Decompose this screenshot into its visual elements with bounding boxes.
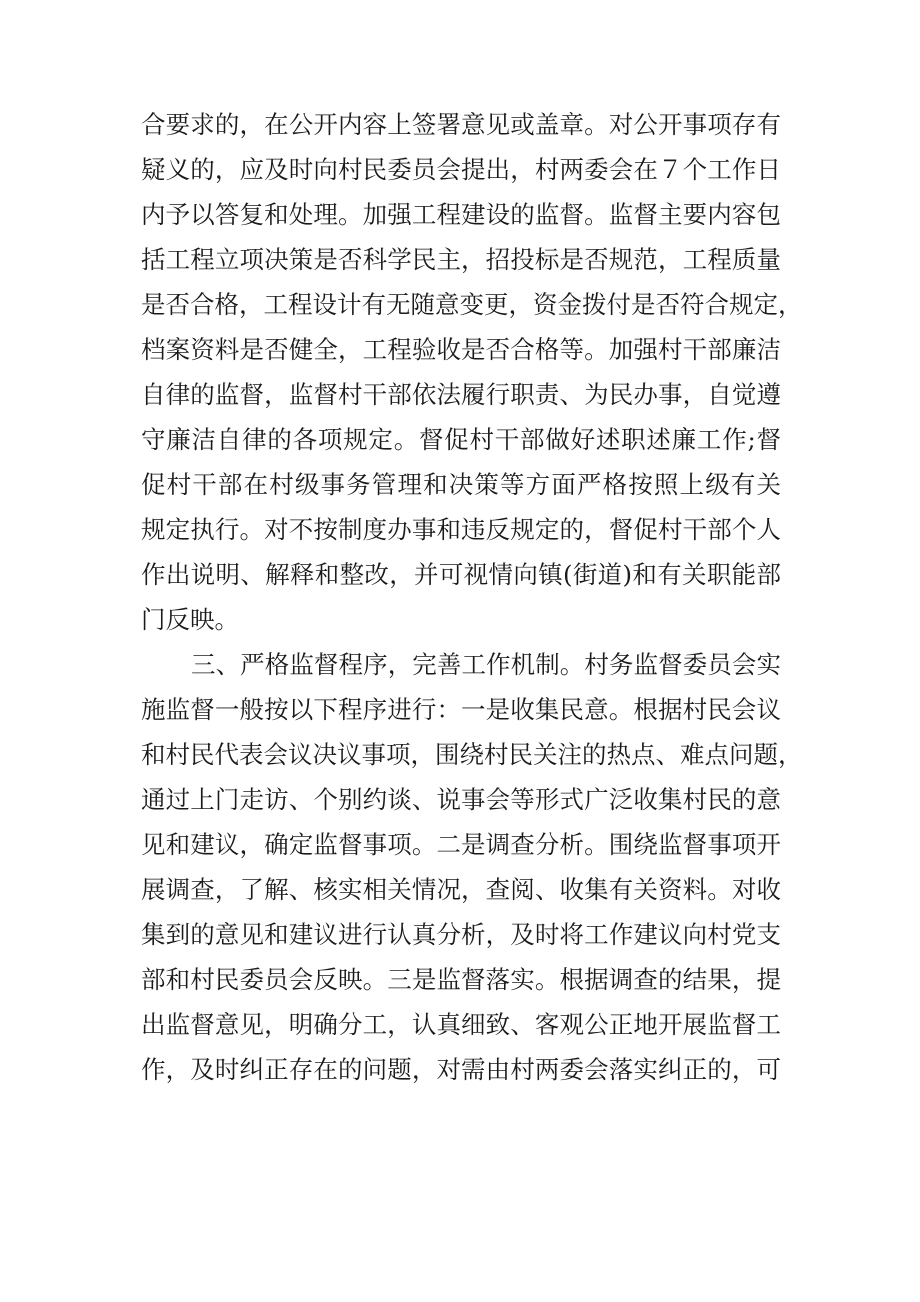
text-line: 作出说明、解释和整改，并可视情向镇(街道)和有关职能部 xyxy=(141,560,781,589)
text-line: 展调查，了解、核实相关情况，查阅、收集有关资料。对收 xyxy=(141,875,781,904)
body-text xyxy=(141,102,803,1092)
text-line: 是否合格，工程设计有无随意变更，资金拨付是否符合规定， xyxy=(141,290,803,319)
text-line: 内予以答复和处理。加强工程建设的监督。监督主要内容包 xyxy=(141,200,781,229)
text-line: 作，及时纠正存在的问题，对需由村两委会落实纠正的，可 xyxy=(141,1055,781,1084)
text-line: 出监督意见，明确分工，认真细致、客观公正地开展监督工 xyxy=(141,1010,781,1039)
text-line: 合要求的，在公开内容上签署意见或盖章。对公开事项存有 xyxy=(141,110,781,139)
text-line: 档案资料是否健全，工程验收是否合格等。加强村干部廉洁 xyxy=(141,335,781,364)
text-line: 见和建议，确定监督事项。二是调查分析。围绕监督事项开 xyxy=(141,830,781,859)
text-line: 通过上门走访、个别约谈、说事会等形式广泛收集村民的意 xyxy=(141,785,781,814)
text-line: 自律的监督，监督村干部依法履行职责、为民办事，自觉遵 xyxy=(141,380,781,409)
text-line: 门反映。 xyxy=(141,605,239,634)
text-line: 疑义的，应及时向村民委员会提出，村两委会在７个工作日 xyxy=(141,155,781,184)
text-line: 集到的意见和建议进行认真分析，及时将工作建议向村党支 xyxy=(141,920,781,949)
text-line: 规定执行。对不按制度办事和违反规定的，督促村干部个人 xyxy=(141,515,781,544)
text-line: 和村民代表会议决议事项，围绕村民关注的热点、难点问题， xyxy=(141,740,803,769)
text-line: 部和村民委员会反映。三是监督落实。根据调查的结果，提 xyxy=(141,965,781,994)
text-line: 促村干部在村级事务管理和决策等方面严格按照上级有关 xyxy=(141,470,781,499)
text-line: 括工程立项决策是否科学民主，招投标是否规范，工程质量 xyxy=(141,245,781,274)
text-line: 守廉洁自律的各项规定。督促村干部做好述职述廉工作;督 xyxy=(141,425,781,454)
text-line: 施监督一般按以下程序进行：一是收集民意。根据村民会议 xyxy=(141,695,781,724)
text-line: 三、严格监督程序，完善工作机制。村务监督委员会实 xyxy=(191,650,781,679)
